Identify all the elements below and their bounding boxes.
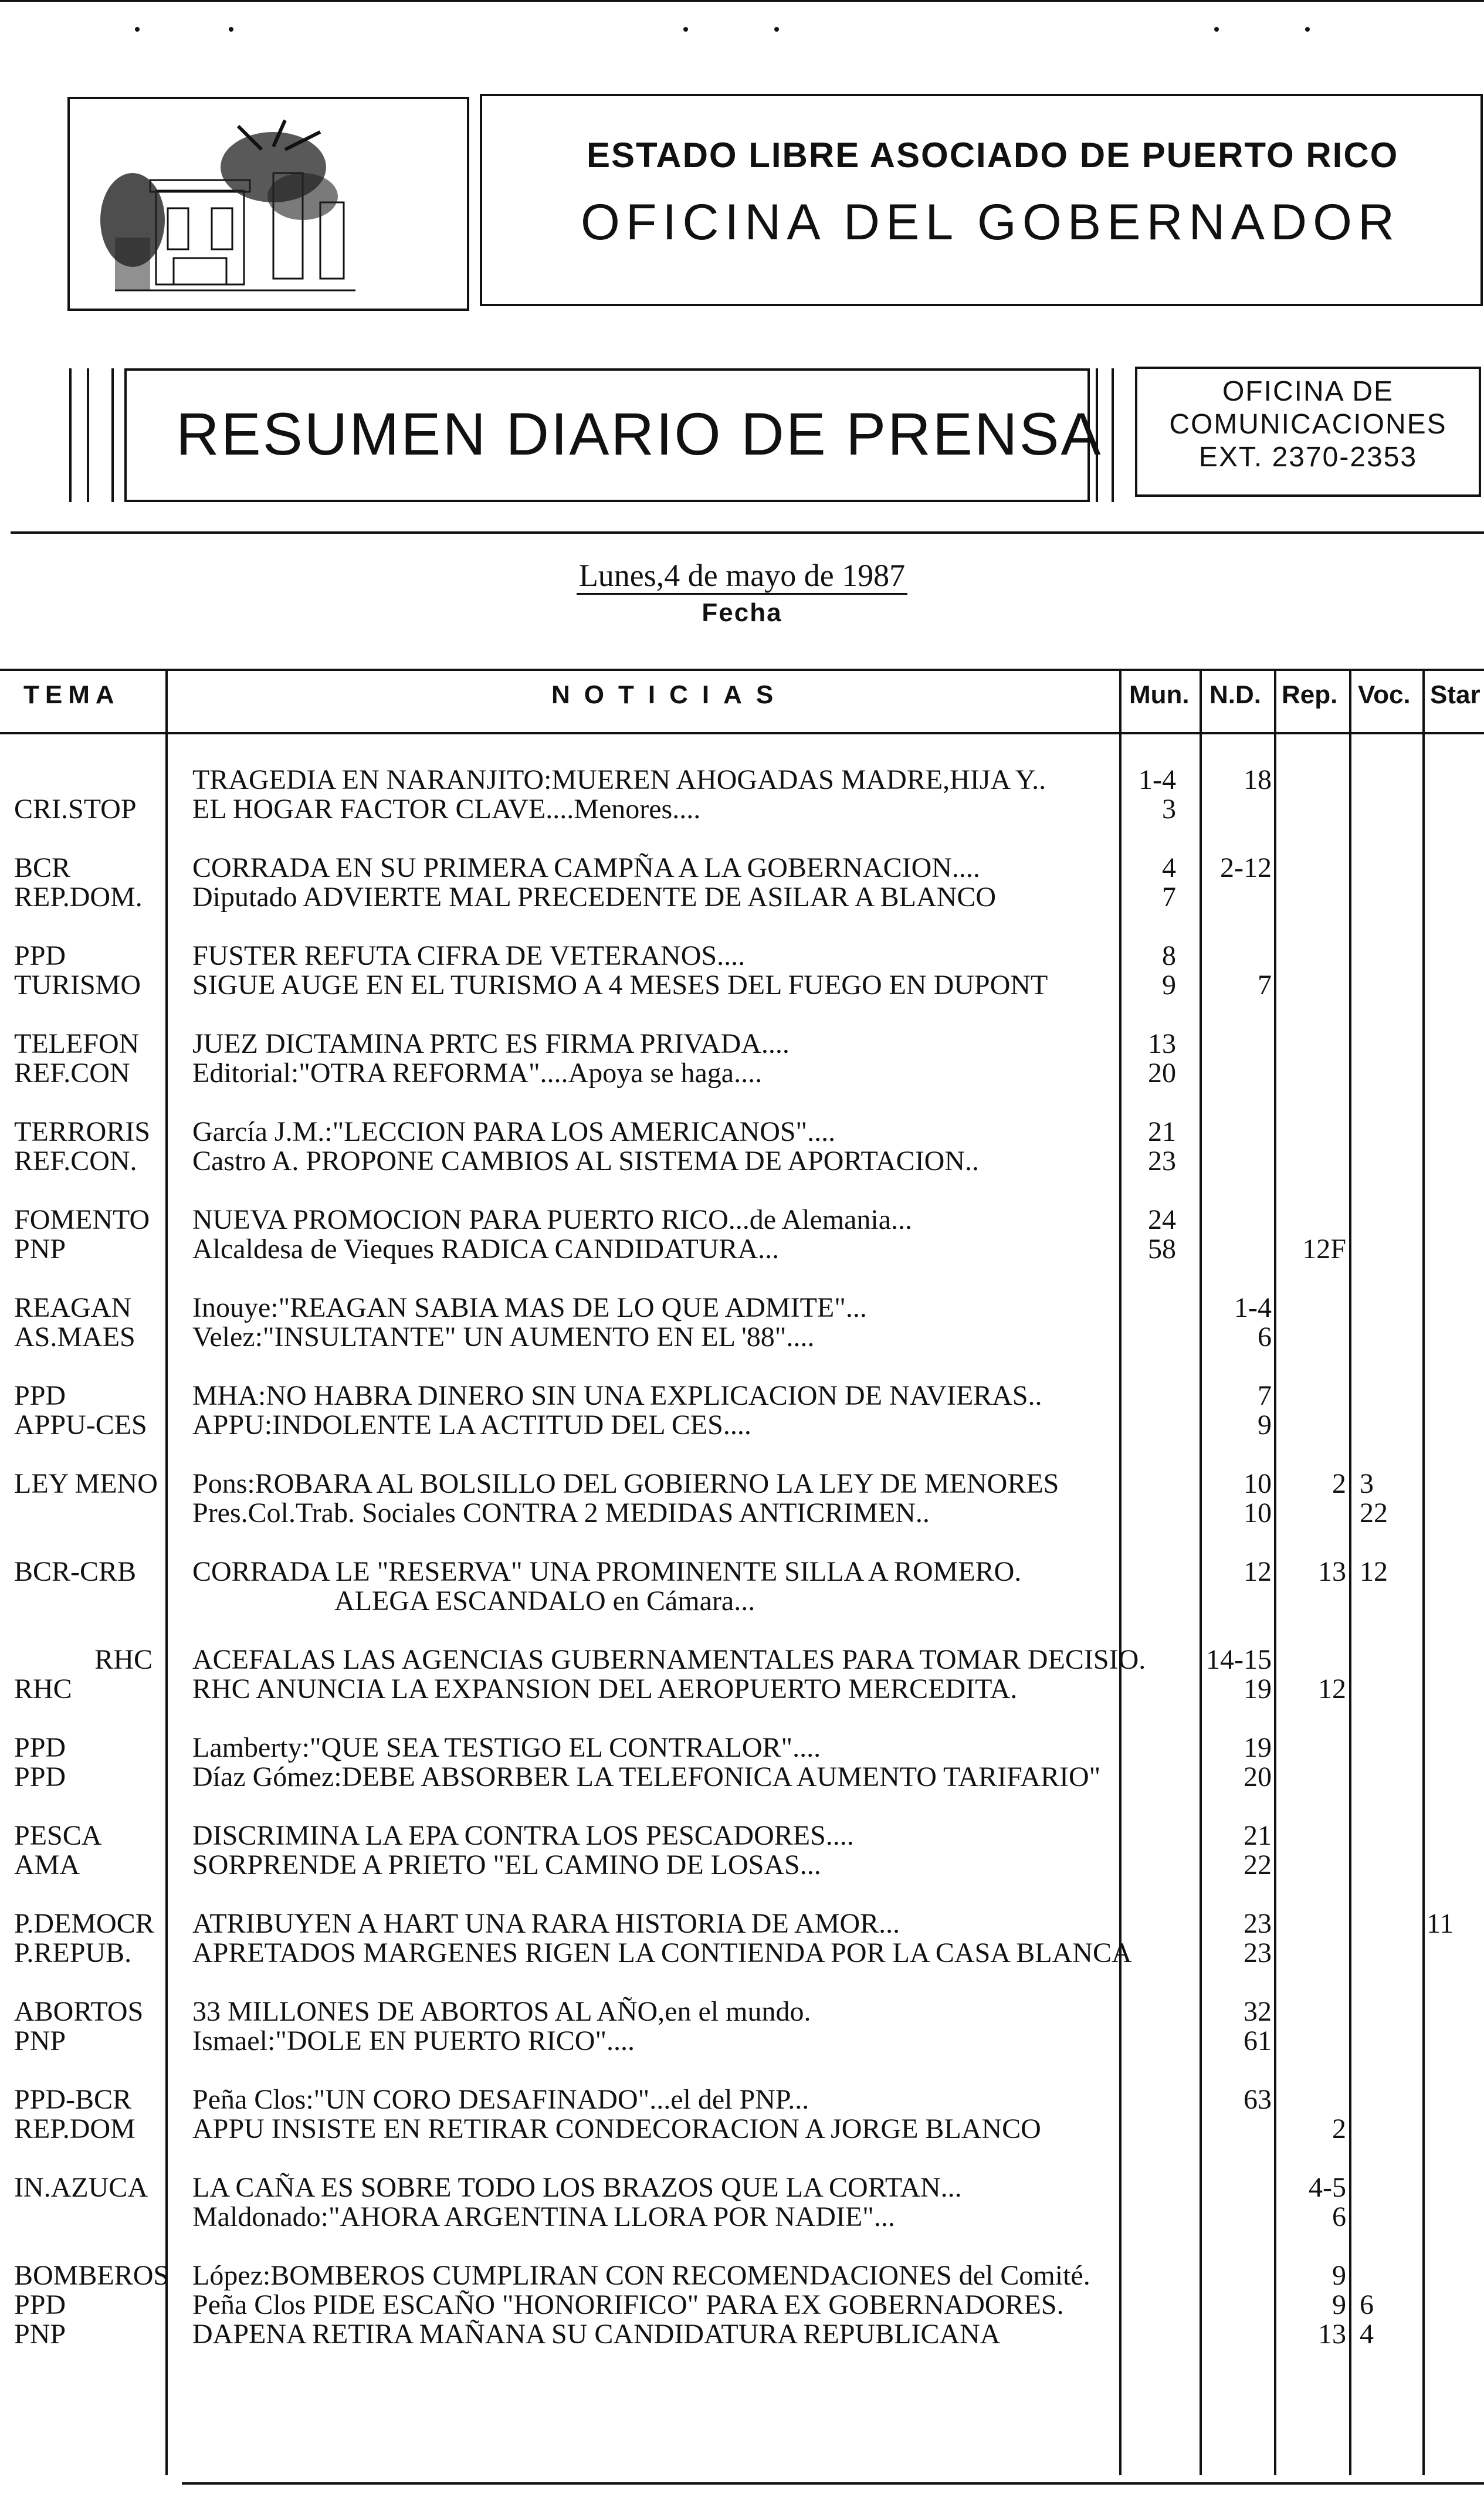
row-tema: TERRORIS bbox=[14, 1116, 151, 1147]
row-news: Castro A. PROPONE CAMBIOS AL SISTEMA DE APORTACION.. bbox=[192, 1146, 979, 1177]
row-rep: 2 bbox=[1332, 2113, 1346, 2144]
row-tema: REP.DOM. bbox=[14, 882, 143, 913]
row-news: EL HOGAR FACTOR CLAVE....Menores.... bbox=[192, 794, 701, 825]
row-tema: PESCA bbox=[14, 1820, 102, 1851]
table-row bbox=[0, 1469, 1484, 1499]
row-nd: 20 bbox=[1244, 1761, 1272, 1792]
row-news: ACEFALAS LAS AGENCIAS GUBERNAMENTALES PARA TOMAR DECISIO. bbox=[192, 1644, 1146, 1675]
row-mun: 20 bbox=[1148, 1058, 1176, 1089]
row-tema: IN.AZUCA bbox=[14, 2172, 148, 2203]
row-news: Diputado ADVIERTE MAL PRECEDENTE DE ASILAR A BLANCO bbox=[192, 882, 996, 913]
row-nd: 32 bbox=[1244, 1996, 1272, 2027]
table-row bbox=[0, 2320, 1484, 2349]
table-row bbox=[0, 971, 1484, 1000]
row-news: LA CAÑA ES SOBRE TODO LOS BRAZOS QUE LA CORTAN... bbox=[192, 2172, 962, 2203]
table-row bbox=[0, 1733, 1484, 1763]
row-nd: 10 bbox=[1244, 1497, 1272, 1529]
row-mun: 7 bbox=[1162, 882, 1176, 913]
row-tema: ABORTOS bbox=[14, 1996, 144, 2027]
row-tema: PPD bbox=[14, 1732, 66, 1763]
column-header-mun: Mun. bbox=[1129, 680, 1190, 709]
row-mun: 13 bbox=[1148, 1028, 1176, 1059]
table-row bbox=[0, 1675, 1484, 1704]
row-nd: 12 bbox=[1244, 1556, 1272, 1587]
table-row bbox=[0, 1235, 1484, 1264]
row-news: CORRADA EN SU PRIMERA CAMPÑA A LA GOBERNACION.... bbox=[192, 852, 980, 883]
row-news: Editorial:"OTRA REFORMA"....Apoya se haga.... bbox=[192, 1058, 763, 1089]
header-divider bbox=[11, 531, 1484, 534]
table-row bbox=[0, 1499, 1484, 1528]
table-row bbox=[0, 2173, 1484, 2202]
row-news: ATRIBUYEN A HART UNA RARA HISTORIA DE AMOR... bbox=[192, 1908, 900, 1939]
row-news: RHC ANUNCIA LA EXPANSION DEL AEROPUERTO MERCEDITA. bbox=[192, 1673, 1018, 1705]
row-tema: PPD-BCR bbox=[14, 2084, 132, 2115]
header-line1: ESTADO LIBRE ASOCIADO DE PUERTO RICO bbox=[587, 135, 1399, 175]
row-mun: 23 bbox=[1148, 1146, 1176, 1177]
row-tema: RHC bbox=[14, 1673, 72, 1705]
row-tema: RHC bbox=[94, 1644, 153, 1675]
row-news: Ismael:"DOLE EN PUERTO RICO".... bbox=[192, 2025, 635, 2056]
row-news: Maldonado:"AHORA ARGENTINA LLORA POR NADIE"... bbox=[192, 2201, 895, 2232]
table-row bbox=[0, 2085, 1484, 2115]
row-rep: 4-5 bbox=[1309, 2172, 1346, 2203]
row-news: JUEZ DICTAMINA PRTC ES FIRMA PRIVADA.... bbox=[192, 1028, 790, 1059]
date-label: Fecha bbox=[702, 598, 782, 627]
row-tema: PNP bbox=[14, 1234, 66, 1265]
table-row bbox=[0, 883, 1484, 912]
row-news: Díaz Gómez:DEBE ABSORBER LA TELEFONICA AUMENTO TARIFARIO" bbox=[192, 1761, 1101, 1792]
row-news: FUSTER REFUTA CIFRA DE VETERANOS.... bbox=[192, 940, 746, 971]
row-tema: PNP bbox=[14, 2025, 66, 2056]
row-mun: 8 bbox=[1162, 940, 1176, 971]
office-line1: OFICINA DE bbox=[1222, 376, 1394, 407]
row-nd: 14-15 bbox=[1206, 1644, 1272, 1675]
table-top-border bbox=[0, 669, 1484, 671]
row-news: Lamberty:"QUE SEA TESTIGO EL CONTRALOR".... bbox=[192, 1732, 821, 1763]
column-header-rep: Rep. bbox=[1282, 680, 1338, 709]
table-row bbox=[0, 1821, 1484, 1851]
row-star: 11 bbox=[1427, 1908, 1454, 1939]
row-rep: 12 bbox=[1318, 1673, 1346, 1705]
column-header-star: Star bbox=[1430, 680, 1480, 709]
row-tema: PNP bbox=[14, 2319, 66, 2350]
row-news: Alcaldesa de Vieques RADICA CANDIDATURA... bbox=[192, 1234, 780, 1265]
row-nd: 6 bbox=[1258, 1321, 1272, 1353]
row-tema: AS.MAES bbox=[14, 1321, 135, 1353]
row-tema: REAGAN bbox=[14, 1292, 131, 1323]
row-news: APPU:INDOLENTE LA ACTITUD DEL CES.... bbox=[192, 1409, 751, 1441]
registration-mark bbox=[135, 27, 140, 32]
row-news: López:BOMBEROS CUMPLIRAN CON RECOMENDACIONES del Comité. bbox=[192, 2260, 1090, 2291]
row-tema: PPD bbox=[14, 1761, 66, 1792]
row-mun: 9 bbox=[1162, 970, 1176, 1001]
row-rep: 9 bbox=[1332, 2260, 1346, 2291]
top-border bbox=[0, 0, 1484, 2]
table-row bbox=[0, 941, 1484, 971]
column-header-tema: TEMA bbox=[23, 680, 120, 709]
row-news: SIGUE AUGE EN EL TURISMO A 4 MESES DEL FUEGO EN DUPONT bbox=[192, 970, 1048, 1001]
row-tema: LEY MENO bbox=[14, 1468, 158, 1499]
row-nd: 63 bbox=[1244, 2084, 1272, 2115]
row-nd: 9 bbox=[1258, 1409, 1272, 1441]
row-mun: 1-4 bbox=[1139, 764, 1176, 795]
table-row bbox=[0, 1939, 1484, 1968]
row-nd: 23 bbox=[1244, 1937, 1272, 1968]
row-news: APPU INSISTE EN RETIRAR CONDECORACION A JORGE BLANCO bbox=[192, 2113, 1041, 2144]
row-news: Peña Clos PIDE ESCAÑO "HONORIFICO" PARA EX GOBERNADORES. bbox=[192, 2289, 1064, 2320]
row-tema: REF.CON. bbox=[14, 1146, 137, 1177]
row-news: Peña Clos:"UN CORO DESAFINADO"...el del PNP... bbox=[192, 2084, 809, 2115]
row-mun: 21 bbox=[1148, 1116, 1176, 1147]
table-row bbox=[0, 1997, 1484, 2027]
row-tema: APPU-CES bbox=[14, 1409, 147, 1441]
table-row bbox=[0, 1323, 1484, 1352]
row-nd: 18 bbox=[1244, 764, 1272, 795]
registration-mark bbox=[774, 27, 779, 32]
row-tema: CRI.STOP bbox=[14, 794, 137, 825]
column-header-noticias: NOTICIAS bbox=[551, 680, 788, 709]
row-tema: REF.CON bbox=[14, 1058, 130, 1089]
row-voc: 12 bbox=[1360, 1556, 1388, 1587]
table-row bbox=[0, 795, 1484, 824]
fortaleza-illustration bbox=[80, 114, 385, 305]
row-news: DISCRIMINA LA EPA CONTRA LOS PESCADORES.... bbox=[192, 1820, 854, 1851]
row-voc: 6 bbox=[1360, 2289, 1374, 2320]
row-tema: PPD bbox=[14, 940, 66, 971]
row-tema: PPD bbox=[14, 1380, 66, 1411]
row-voc: 3 bbox=[1360, 1468, 1374, 1499]
row-nd: 61 bbox=[1244, 2025, 1272, 2056]
row-mun: 3 bbox=[1162, 794, 1176, 825]
registration-mark bbox=[229, 27, 233, 32]
row-tema: BCR-CRB bbox=[14, 1556, 137, 1587]
row-tema: AMA bbox=[14, 1849, 80, 1880]
table-bottom-border bbox=[182, 2482, 1484, 2485]
office-info bbox=[1135, 375, 1481, 474]
banner-bar bbox=[69, 368, 72, 502]
row-tema: TURISMO bbox=[14, 970, 141, 1001]
row-tema: FOMENTO bbox=[14, 1204, 150, 1235]
row-news: 33 MILLONES DE ABORTOS AL AÑO,en el mundo. bbox=[192, 1996, 811, 2027]
row-mun: 24 bbox=[1148, 1204, 1176, 1235]
row-news: TRAGEDIA EN NARANJITO:MUEREN AHOGADAS MADRE,HIJA Y.. bbox=[192, 764, 1046, 795]
row-news: Inouye:"REAGAN SABIA MAS DE LO QUE ADMITE"... bbox=[192, 1292, 867, 1323]
table-row bbox=[0, 1117, 1484, 1147]
table-row bbox=[0, 2115, 1484, 2144]
row-tema: P.DEMOCR bbox=[14, 1908, 154, 1939]
row-nd: 1-4 bbox=[1234, 1292, 1272, 1323]
table-row bbox=[0, 1587, 1484, 1616]
row-rep: 2 bbox=[1332, 1468, 1346, 1499]
column-header-voc: Voc. bbox=[1358, 680, 1411, 709]
registration-mark bbox=[1214, 27, 1219, 32]
row-nd: 19 bbox=[1244, 1732, 1272, 1763]
row-nd: 10 bbox=[1244, 1468, 1272, 1499]
row-news: SORPRENDE A PRIETO "EL CAMINO DE LOSAS... bbox=[192, 1849, 821, 1880]
table-row bbox=[0, 1147, 1484, 1176]
row-nd: 2-12 bbox=[1220, 852, 1272, 883]
row-tema: BCR bbox=[14, 852, 71, 883]
row-rep: 12F bbox=[1302, 1234, 1346, 1265]
banner-bar bbox=[1112, 368, 1114, 502]
table-row bbox=[0, 1293, 1484, 1323]
table-row bbox=[0, 1029, 1484, 1059]
row-mun: 58 bbox=[1148, 1234, 1176, 1265]
row-nd: 21 bbox=[1244, 1820, 1272, 1851]
row-voc: 22 bbox=[1360, 1497, 1388, 1529]
header-line2: OFICINA DEL GOBERNADOR bbox=[581, 194, 1401, 250]
table-row bbox=[0, 1205, 1484, 1235]
row-rep: 13 bbox=[1318, 1556, 1346, 1587]
table-row bbox=[0, 2202, 1484, 2232]
row-nd: 22 bbox=[1244, 1849, 1272, 1880]
page-title: RESUMEN DIARIO DE PRENSA bbox=[176, 401, 1103, 467]
table-row bbox=[0, 853, 1484, 883]
row-mun: 4 bbox=[1162, 852, 1176, 883]
row-nd: 7 bbox=[1258, 1380, 1272, 1411]
date-value: Lunes,4 de mayo de 1987 bbox=[0, 557, 1484, 594]
row-rep: 13 bbox=[1318, 2319, 1346, 2350]
row-nd: 19 bbox=[1244, 1673, 1272, 1705]
table-row bbox=[0, 1381, 1484, 1411]
row-news: ALEGA ESCANDALO en Cámara... bbox=[334, 1585, 755, 1617]
office-line3: EXT. 2370-2353 bbox=[1198, 442, 1418, 473]
table-row bbox=[0, 765, 1484, 795]
row-tema: P.REPUB. bbox=[14, 1937, 132, 1968]
row-news: Pres.Col.Trab. Sociales CONTRA 2 MEDIDAS ANTICRIMEN.. bbox=[192, 1497, 930, 1529]
table-row bbox=[0, 2027, 1484, 2056]
row-tema: BOMBEROS bbox=[14, 2260, 170, 2291]
row-news: DAPENA RETIRA MAÑANA SU CANDIDATURA REPUBLICANA bbox=[192, 2319, 1001, 2350]
row-news: NUEVA PROMOCION PARA PUERTO RICO...de Alemania... bbox=[192, 1204, 913, 1235]
table-row bbox=[0, 1411, 1484, 1440]
row-news: MHA:NO HABRA DINERO SIN UNA EXPLICACION DE NAVIERAS.. bbox=[192, 1380, 1042, 1411]
row-voc: 4 bbox=[1360, 2319, 1374, 2350]
row-tema: PPD bbox=[14, 2289, 66, 2320]
row-rep: 9 bbox=[1332, 2289, 1346, 2320]
row-tema: REP.DOM bbox=[14, 2113, 135, 2144]
table-row bbox=[0, 2290, 1484, 2320]
registration-mark bbox=[1305, 27, 1310, 32]
table-row bbox=[0, 1851, 1484, 1880]
row-nd: 23 bbox=[1244, 1908, 1272, 1939]
column-header-nd: N.D. bbox=[1209, 680, 1261, 709]
row-rep: 6 bbox=[1332, 2201, 1346, 2232]
table-row bbox=[0, 1909, 1484, 1939]
table-row bbox=[0, 1645, 1484, 1675]
row-nd: 7 bbox=[1258, 970, 1272, 1001]
table-header-border bbox=[0, 732, 1484, 734]
table-row bbox=[0, 1557, 1484, 1587]
row-news: CORRADA LE "RESERVA" UNA PROMINENTE SILLA A ROMERO. bbox=[192, 1556, 1022, 1587]
row-news: Pons:ROBARA AL BOLSILLO DEL GOBIERNO LA LEY DE MENORES bbox=[192, 1468, 1059, 1499]
table-row bbox=[0, 1763, 1484, 1792]
banner-bar bbox=[87, 368, 89, 502]
row-news: APRETADOS MARGENES RIGEN LA CONTIENDA POR LA CASA BLANCA bbox=[192, 1937, 1132, 1968]
row-news: Velez:"INSULTANTE" UN AUMENTO EN EL '88".... bbox=[192, 1321, 815, 1353]
office-line2: COMUNICACIONES bbox=[1169, 409, 1447, 440]
table-row bbox=[0, 2261, 1484, 2290]
banner-bar bbox=[111, 368, 114, 502]
table-row bbox=[0, 1059, 1484, 1088]
row-news: García J.M.:"LECCION PARA LOS AMERICANOS".... bbox=[192, 1116, 836, 1147]
row-tema: TELEFON bbox=[14, 1028, 140, 1059]
registration-mark bbox=[683, 27, 688, 32]
